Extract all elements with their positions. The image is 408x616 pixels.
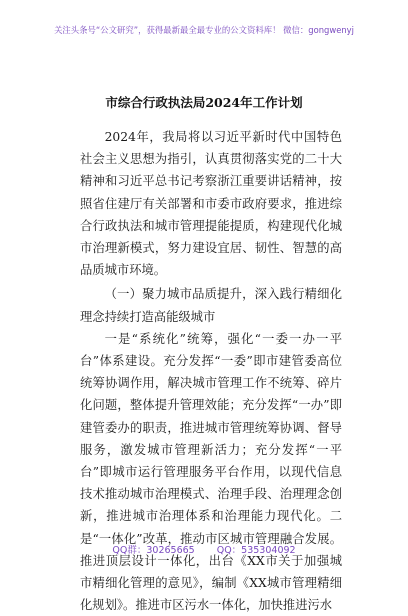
qq-number: QQ：535304092 bbox=[216, 545, 296, 556]
footer-contact bbox=[0, 542, 408, 556]
qq-group: QQ群：30265665 bbox=[112, 545, 195, 556]
section-heading: （一）聚力城市品质提升，深入践行精细化理念持续打造高能级城市 bbox=[80, 287, 342, 324]
document-title: 市综合行政执法局2024年工作计划 bbox=[105, 95, 303, 110]
promo-banner: 关注头条号“公文研究”，获得最新最全最专业的公文资料库！ 微信：gongwenyj bbox=[54, 25, 354, 35]
intro-paragraph: 2024年，我局将以习近平新时代中国特色社会主义思想为指引，认真贯彻落实党的二十大精神和习近平总书记考察浙江重要讲话精神，按照省住建厅有关部署和市委市政府要求，推进综合行政执法和城市管理提能提质，构建现代化城市治理新模式，努力建设宜居、韧性、智慧的高品质城市环境。 bbox=[80, 130, 342, 278]
section-paragraph: 一是“系统化”统筹，强化“一委一办一平台”体系建设。充分发挥“一委”即市建管委高位统筹协调作用，解决城市管理工作不统筹、碎片化问题，整体提升管理效能；充分发挥“一办”即建管委办的职责，推进城市管理统筹协调、督导服务，激发城市管理新活力；充分发挥“一平台”即城市运行管理服务平台作用，以现代信息技术推动城市治理模式、治理手段、治理理念创新，推进城市治理体系和治理能力现代化。二是“一体化”改革，推动市区城市管理融合发展。推进顶层设计一体化，出台《XX市关于加强城市精细化管理的意见》，编制《XX城市管理精细化规划》。推进市区污水一体化，加快推进污水 bbox=[80, 331, 342, 613]
